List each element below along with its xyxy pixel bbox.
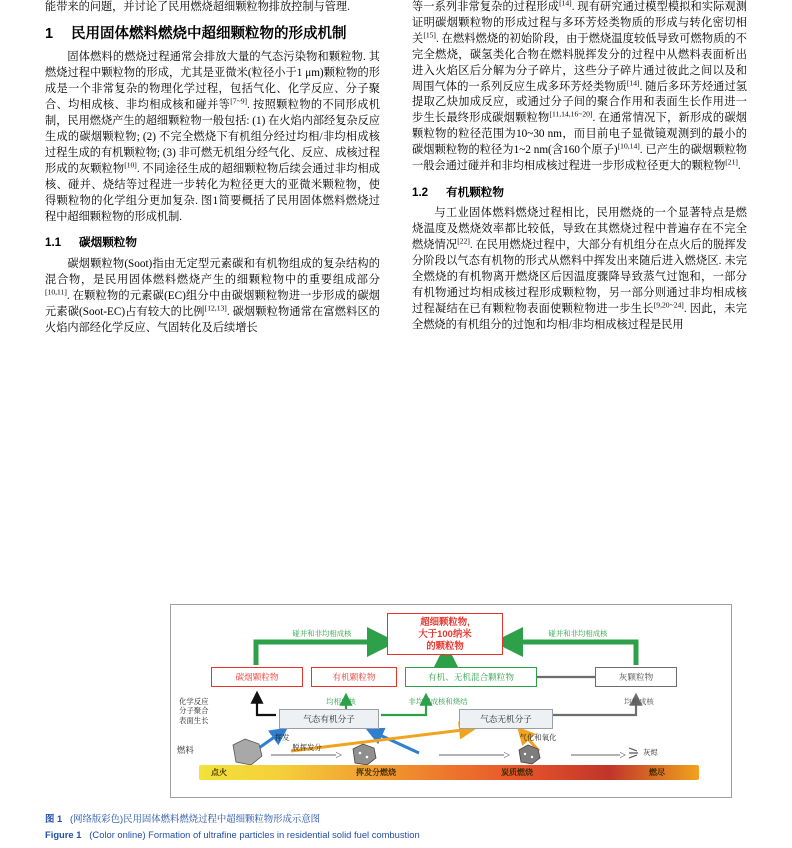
combustion-stage-bar [199, 765, 699, 780]
node-ultrafine-line1: 超细颗粒物, [420, 616, 470, 628]
figure-1 [45, 604, 747, 804]
subsection-number: 1.2 [412, 185, 429, 199]
edge-label-coagulation-right: 碰并和非均相成核 [548, 629, 608, 638]
subsection-number: 1.1 [45, 236, 62, 250]
section-number: 1 [45, 25, 54, 42]
section-title: 民用固体燃料燃烧中超细颗粒物的形成机制 [71, 25, 347, 42]
edge-label-gasification-oxidation: 气化和氧化 [519, 733, 557, 742]
caption-en-label: Figure 1 [45, 828, 82, 840]
char-lump-1 [353, 744, 376, 765]
caption-en-text: (Color online) Formation of ultrafine particles in residential solid fuel combustion [89, 828, 420, 840]
subsection-title: 有机颗粒物 [446, 185, 504, 199]
node-gaseous-inorganic: 气态无机分子 [459, 709, 553, 729]
node-ultrafine-line2: 大于100纳米 [418, 628, 472, 640]
paragraph-4: 与工业固体燃料燃烧过程相比，民用燃烧的一个显著特点是燃烧温度及燃烧效率都比较低，导致在其燃烧过程中普遍存在不完全燃烧情况[22]. 在民用燃烧过程中，大部分有机组分在点火后的脱挥发分阶段以气态有机物的形式从燃料中挥发出来随后进入燃烧区. 未完全燃烧的有机物离开燃烧区后因温度骤降导致蒸气过饱和，一部分有机物通过均相成核过程形成颗粒物，另一部分则通过非均相成核过程凝结在已有颗粒物表面使颗粒物进一步生长[9,20~24]. 因此，未完全燃烧的有机组分的过饱和均相/非均相成核过程是民用 [412, 207, 747, 331]
stage-label-burnout: 燃尽 [649, 768, 665, 777]
left-column [45, 0, 380, 336]
label-fuel: 燃料 [177, 745, 194, 755]
node-ultrafine-particles [387, 613, 503, 655]
caption-cn-label: 图 1 [45, 813, 63, 824]
paragraph-continued: 能带来的问题，并讨论了民用燃烧超细颗粒物排放控制与管理. [45, 1, 350, 13]
ash-mark [629, 748, 638, 758]
section-heading [45, 25, 380, 45]
node-organic-particles: 有机颗粒物 [311, 667, 397, 687]
figure-caption [45, 812, 747, 841]
caption-chinese [45, 812, 747, 826]
node-gaseous-organic: 气态有机分子 [279, 709, 379, 729]
label-ash-residue: 灰烬 [643, 748, 658, 757]
paragraph-2: 碳烟颗粒物(Soot)指由无定型元素碳和有机物组成的复杂结构的混合物，是民用固体燃料燃烧产生的细颗粒物中的重要组成部分[10,11]. 在颗粒物的元素碳(EC)组分中由碳烟颗粒物进一步形成的碳烟元素碳(Soot-EC)占有较大的比例[12,13]. 碳烟颗粒物通常在富燃料区的火焰内部经化学反应、气固转化及后续增长 [45, 257, 380, 334]
edge-label-homogeneous-left: 均相成核 [326, 697, 356, 706]
edge-label-homogeneous-right: 均相成核 [624, 697, 654, 706]
stage-label-char-burning: 炭质燃烧 [501, 768, 533, 777]
right-column [412, 0, 747, 334]
paragraph-3: 等一系列非常复杂的过程形成[14]. 现有研究通过模型模拟和实际观测证明碳烟颗粒物的形成过程与多环芳烃类物质的形成与转化密切相关[15]. 在燃料燃烧的初始阶段，由于燃烧温度较低导致可燃物质的不完全燃烧，碳氢类化合物在燃料脱挥发分的过程中从燃料表面析出进入火焰区后分解为分子碎片，这些分子碎片通过彼此之间以及和周围气体的一系列反应生成多环芳烃类物质[14]. 随后多环芳烃通过氢提取乙炔加成反应，或通过分子间的聚合作用和表面生长作用进一步生长最终形成碳烟颗粒物[11,14,16~20]. 在通常情况下，新形成的碳烟颗粒物的粒径范围为10~30 nm，而目前电子显微镜观测到的最小的碳烟颗粒物的粒径为1~2 nm(含160个原子)[10,14]. 已产生的碳烟颗粒物一般会通过碰并和非均相成核过程进一步形成粒径更大的颗粒物[21]. [412, 0, 747, 173]
paragraph-1: 固体燃料的燃烧过程通常会排放大量的气态污染物和颗粒物. 其燃烧过程中颗粒物的形成，尤其是亚微米(粒径小于1 μm)颗粒物的形成是一个非常复杂的物理化学过程，包括气化、化学反应、分子聚合、均相成核、非均相成核和碰并等[7~9]. 按照颗粒物的不同形成机制，民用燃烧产生的超细颗粒物一般包括: (1) 在火焰内部经复杂反应生成的碳烟颗粒物; (2) 不完全燃烧下有机组分经过均相/非均相成核过程生成的有机颗粒物; (3) 非可燃无机组分经气化、反应、成核过程形成的灰颗粒物[10]. 不同途径生成的超细颗粒物后续会通过非均相成核、碰并、烧结等过程进一步转化为粒径更大的亚微米颗粒物，使得颗粒物的化学组分更加复杂. 图1简要概括了民用固体燃料燃烧过程中超细颗粒物的形成机制. [45, 51, 380, 223]
edge-label-devolatilization: 脱挥发分 [292, 743, 322, 752]
node-soot-particles: 碳烟颗粒物 [211, 667, 303, 687]
node-ash-particles: 灰颗粒物 [595, 667, 677, 687]
edge-label-coagulation-left: 碰并和非均相成核 [292, 629, 352, 638]
figure-frame [170, 604, 732, 798]
stage-label-volatile-burning: 挥发分燃烧 [356, 768, 396, 777]
edge-label-volatilization: 挥发 [274, 733, 290, 742]
subsection-heading-1-1 [45, 235, 380, 251]
node-mixed-particles: 有机、无机混合颗粒物 [405, 667, 537, 687]
subsection-title: 碳烟颗粒物 [79, 236, 137, 250]
caption-cn-text: (网络版彩色)民用固体燃料燃烧过程中超细颗粒物形成示意图 [70, 813, 321, 824]
caption-english [45, 828, 747, 842]
subsection-heading-1-2 [412, 185, 747, 201]
stage-label-ignition: 点火 [211, 768, 227, 777]
edge-label-hetero-sintering: 非均相成核和烧结 [408, 697, 468, 706]
fuel-lump-1 [233, 739, 262, 765]
node-ultrafine-line3: 的颗粒物 [426, 639, 464, 651]
edge-label-chemical-growth: 化学反应 分子聚合 表面生长 [179, 697, 209, 725]
